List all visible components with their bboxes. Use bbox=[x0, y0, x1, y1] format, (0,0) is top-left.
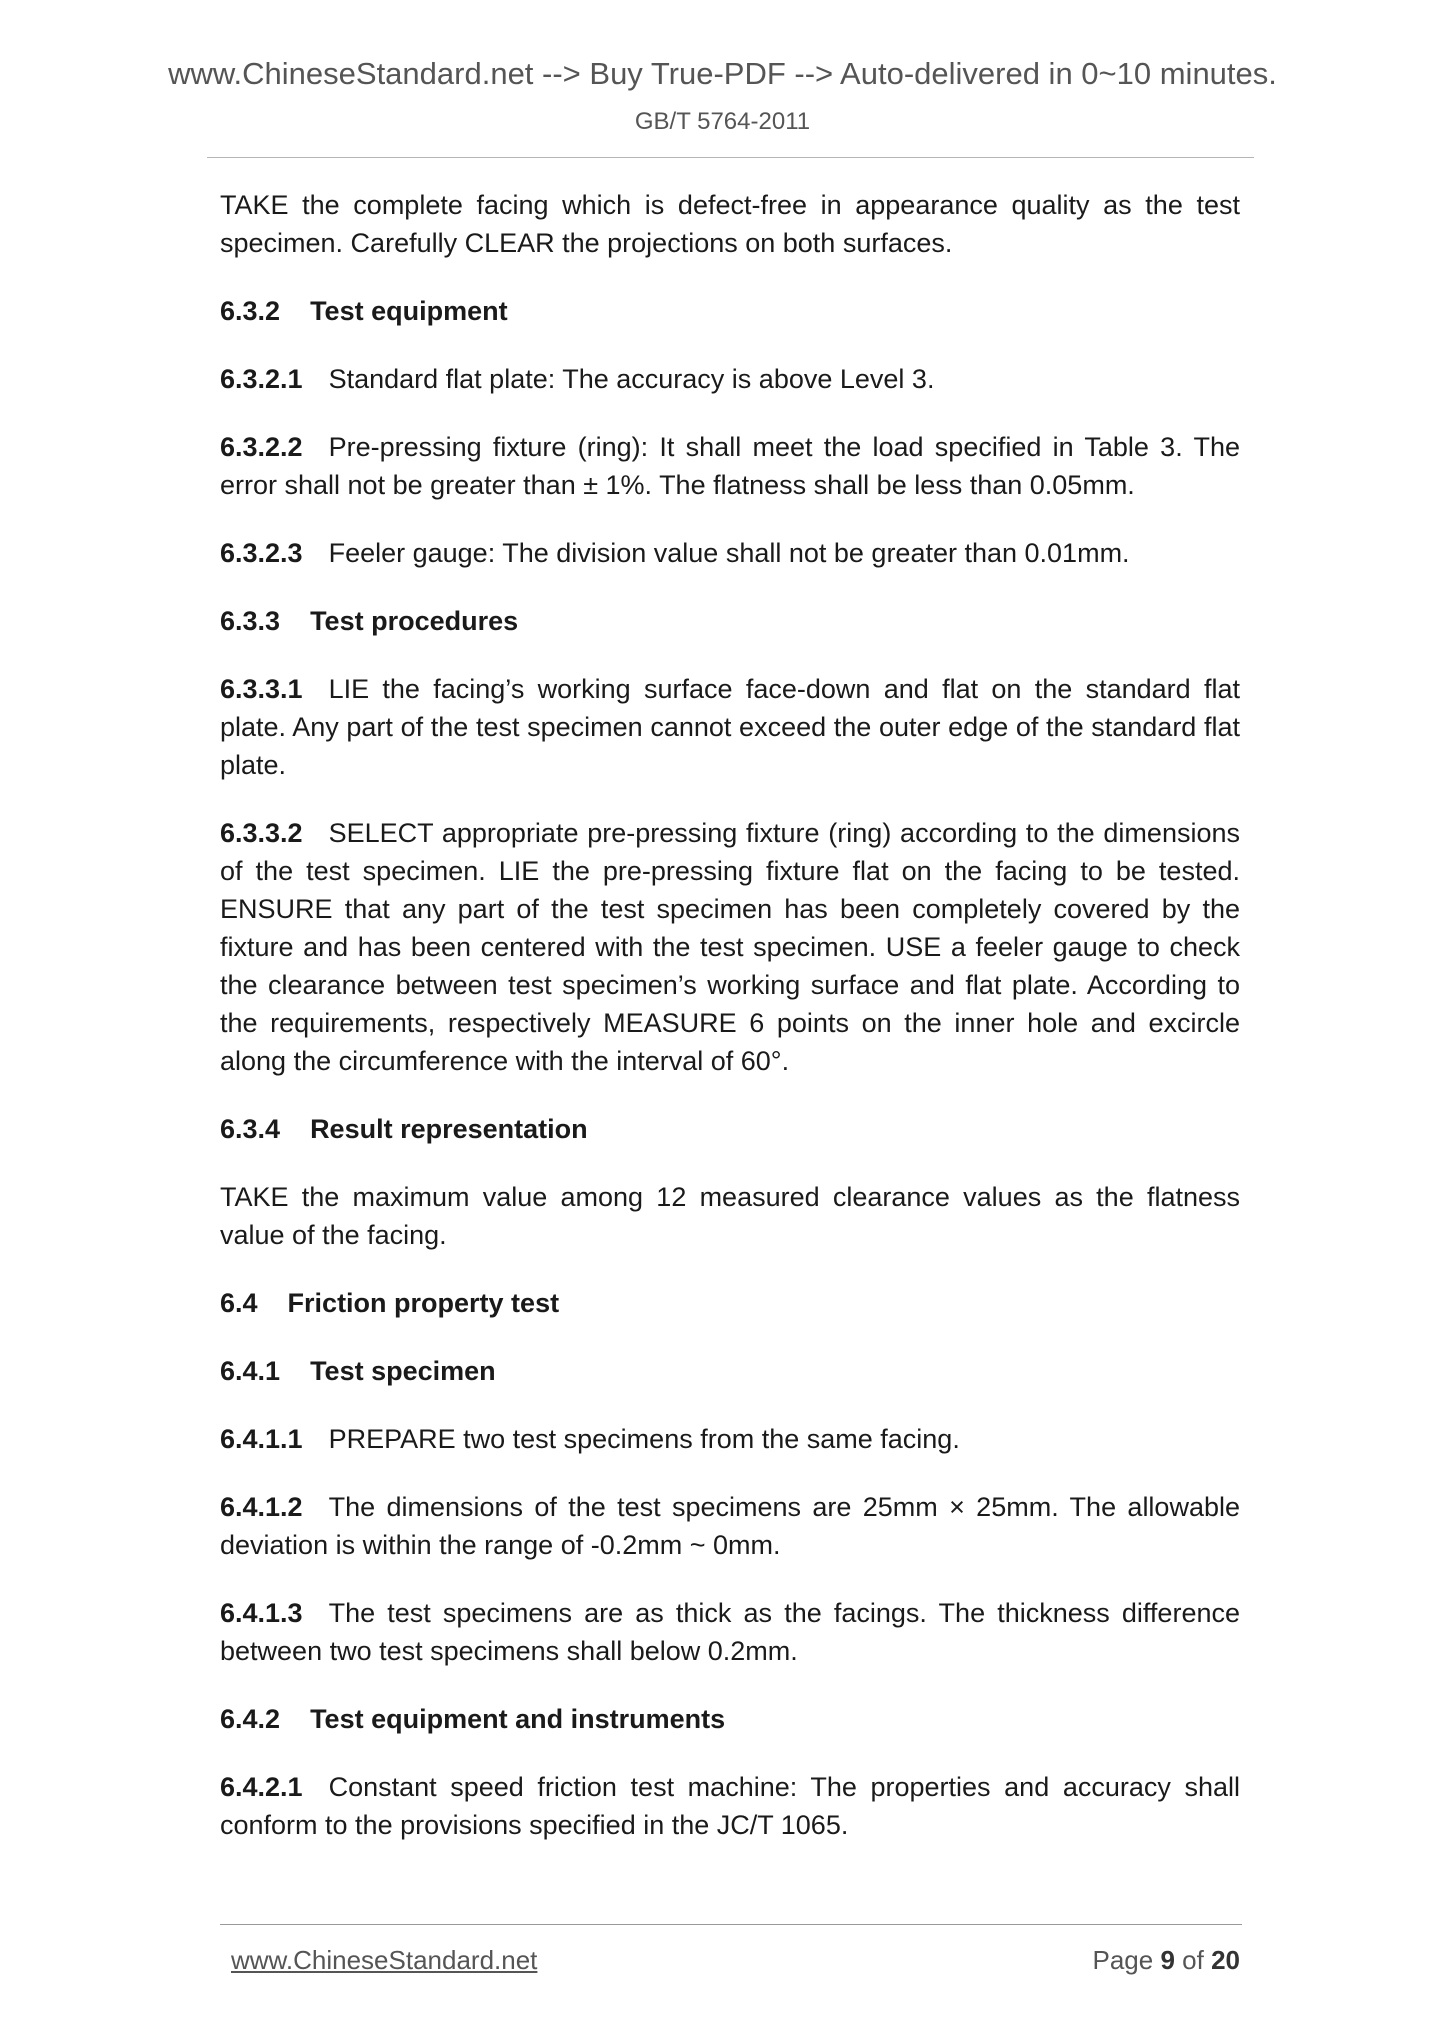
clause-text: Feeler gauge: The division value shall not be greater than 0.01mm. bbox=[328, 538, 1130, 568]
section-title: Result representation bbox=[310, 1114, 588, 1144]
section-title: Test equipment and instruments bbox=[310, 1704, 726, 1734]
clause bbox=[220, 428, 1240, 504]
clause-text: Constant speed friction test machine: The properties and accuracy shall conform to the provisions specified in the JC/T 1065. bbox=[220, 1772, 1240, 1840]
clause-number: 6.3.3.1 bbox=[220, 674, 303, 704]
document-body bbox=[220, 186, 1240, 1874]
section-number: 6.4.1 bbox=[220, 1356, 281, 1386]
section-heading bbox=[220, 1352, 1240, 1390]
section-number: 6.4 bbox=[220, 1288, 258, 1318]
clause-text: Standard flat plate: The accuracy is above Level 3. bbox=[328, 364, 935, 394]
clause bbox=[220, 1768, 1240, 1844]
standard-number: GB/T 5764-2011 bbox=[634, 108, 811, 135]
clause-number: 6.4.1.2 bbox=[220, 1492, 303, 1522]
paragraph-text: TAKE the maximum value among 12 measured clearance values as the flatness value of the facing. bbox=[220, 1182, 1240, 1250]
clause-number: 6.4.2.1 bbox=[220, 1772, 303, 1802]
clause-text: PREPARE two test specimens from the same facing. bbox=[328, 1424, 960, 1454]
section-heading bbox=[220, 1284, 1240, 1322]
clause bbox=[220, 814, 1240, 1080]
clause-text: Pre-pressing fixture (ring): It shall meet the load specified in Table 3. The error shall not be greater than ± 1%. The flatness shall be less than 0.05mm. bbox=[220, 432, 1240, 500]
section-number: 6.3.2 bbox=[220, 296, 281, 326]
section-number: 6.4.2 bbox=[220, 1704, 281, 1734]
section-heading bbox=[220, 292, 1240, 330]
page-current: 9 bbox=[1160, 1945, 1175, 1975]
clause-number: 6.4.1.3 bbox=[220, 1598, 303, 1628]
clause-number: 6.3.2.3 bbox=[220, 538, 303, 568]
clause bbox=[220, 1420, 1240, 1458]
header-banner: www.ChineseStandard.net --> Buy True-PDF --> Auto-delivered in 0~10 minutes. bbox=[168, 56, 1277, 91]
clause-number: 6.4.1.1 bbox=[220, 1424, 303, 1454]
section-heading bbox=[220, 1700, 1240, 1738]
section-title: Test procedures bbox=[310, 606, 519, 636]
clause-number: 6.3.2.2 bbox=[220, 432, 303, 462]
paragraph bbox=[220, 1178, 1240, 1254]
clause-number: 6.3.3.2 bbox=[220, 818, 303, 848]
clause bbox=[220, 534, 1240, 572]
page-of-label: of bbox=[1182, 1945, 1204, 1975]
header-divider bbox=[207, 157, 1254, 158]
paragraph bbox=[220, 186, 1240, 262]
clause-text: LIE the facing’s working surface face-down and flat on the standard flat plate. Any part of the test specimen cannot exceed the outer edge of the standard flat plate. bbox=[220, 674, 1240, 780]
clause-text: SELECT appropriate pre-pressing fixture (ring) according to the dimensions of the test specimen. LIE the pre-pressing fixture flat on the facing to be tested. ENSURE that any part of the test specimen has been completely covered by the fixture and has been centered with the test specimen. USE a feeler gauge to check the clearance between test specimen’s working surface and flat plate. According to the requirements, respectively MEASURE 6 points on the inner hole and excircle along the circumference with the interval of 60°. bbox=[220, 818, 1240, 1076]
clause bbox=[220, 1594, 1240, 1670]
clause-text: The dimensions of the test specimens are 25mm × 25mm. The allowable deviation is within the range of -0.2mm ~ 0mm. bbox=[220, 1492, 1240, 1560]
paragraph-text: TAKE the complete facing which is defect-free in appearance quality as the test specimen. Carefully CLEAR the projections on both surfaces. bbox=[220, 190, 1240, 258]
clause-number: 6.3.2.1 bbox=[220, 364, 303, 394]
section-title: Test equipment bbox=[310, 296, 508, 326]
clause-text: The test specimens are as thick as the facings. The thickness difference between two test specimens shall below 0.2mm. bbox=[220, 1598, 1240, 1666]
page-indicator bbox=[1092, 1945, 1240, 1976]
clause bbox=[220, 1488, 1240, 1564]
section-title: Friction property test bbox=[287, 1288, 560, 1318]
clause bbox=[220, 670, 1240, 784]
section-number: 6.3.3 bbox=[220, 606, 281, 636]
footer-divider bbox=[220, 1924, 1242, 1925]
page-total: 20 bbox=[1211, 1945, 1240, 1975]
page-label: Page bbox=[1092, 1945, 1154, 1975]
section-heading bbox=[220, 1110, 1240, 1148]
section-number: 6.3.4 bbox=[220, 1114, 281, 1144]
section-title: Test specimen bbox=[310, 1356, 496, 1386]
clause bbox=[220, 360, 1240, 398]
footer-site-link[interactable]: www.ChineseStandard.net bbox=[231, 1945, 538, 1975]
section-heading bbox=[220, 602, 1240, 640]
